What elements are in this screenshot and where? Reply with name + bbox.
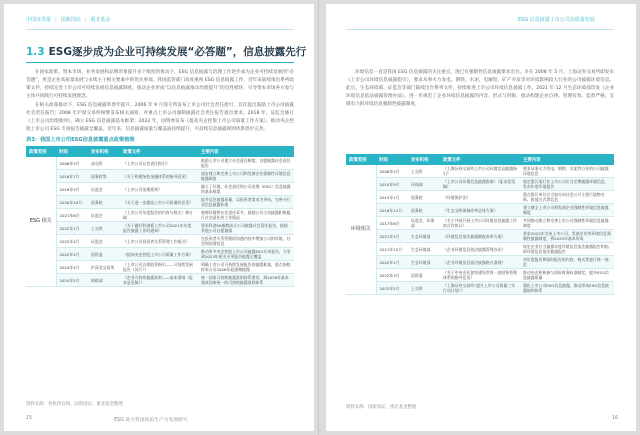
table-row: [26, 274, 294, 287]
content-cell: 重点排污单位应当如实向社会公开主要污染物名称、排放方式等信息: [520, 191, 614, 204]
date-cell: 2024年4月: [56, 261, 88, 274]
content-cell: 要求从事火力发电、钢铁、水泥等行业的公司披露环境信息: [520, 165, 614, 178]
paragraph: 在相关政策推动下，ESG 信息披露率逐年提升。2006 年 9 月深交所发布上市公司社会责任指引，首次提出鼓励上市公司披露社会责任报告；2008 年沪深交易所相继发布相关通知，对重点上市公司强制披露社会责任报告提出要求。2018 年，证监会修订《上市公司治理准则》，确立 ESG 信息披露基本框架；2022 年，国资委发布《提高央企控股上市公司质量工作方案》，推动央企控股上市公司 ESG 专项报告披露全覆盖。近年来，信息披露质量与覆盖面持续提升，可持续信息披露规则体系逐步完善。: [26, 103, 294, 131]
date-cell: 2021年12月: [376, 243, 408, 256]
content-cell: 逐步建立和完善上市公司和发债企业强制性环境信息披露制度: [198, 170, 294, 183]
document-cell: 《生态文明体制改革总体方案》: [440, 204, 520, 217]
policy-table-environment: [346, 154, 614, 295]
date-cell: 2018年9月: [56, 183, 88, 196]
date-cell: 2008年5月: [376, 165, 408, 178]
issuer-cell: 国务院: [88, 196, 120, 209]
col-header: 主要内容: [520, 154, 614, 165]
document-cell: 《上海证券交易所上市公司环境信息披露指引》: [440, 165, 520, 178]
content-cell: 在投资者关系管理的沟通内容中增加公司的环境、社会和治理信息: [198, 235, 294, 248]
table-row: [346, 243, 614, 256]
date-cell: 2016年7月: [56, 170, 88, 183]
header-org-3: 重北基金: [90, 17, 111, 23]
table-row: [26, 209, 294, 222]
paragraph: 环境信息一直是我国 ESG 信息披露的关注重点，现已有强制性信息披露要求出台。早在 2008 年 5 月，上海证券交易所即发布《上市公司环境信息披露指引》，要求从事火力发电、钢铁、水泥、电解铝、矿产开发等对环境影响较大行业的公司披露环境信息。此后，生态环境部、证监会等部门陆续出台系列文件，持续推进上市公司环境信息披露工作。2021 年 12 月生态环境部印发《企业环境信息依法披露管理办法》，进一步规范了企业环境信息披露的内容、形式与时限，推动构建企业自律、管理有效、监督严格、支撑有力的环境信息强制性披露制度。: [346, 70, 614, 107]
date-cell: 2022年5月: [56, 248, 88, 261]
document-cell: 《提高央企控股上市公司质量工作方案》: [120, 248, 198, 261]
col-header: 主要内容: [198, 146, 294, 157]
table-row: [26, 170, 294, 183]
date-cell: 2022年5月: [376, 282, 408, 295]
header-divider: [26, 29, 294, 30]
issuer-cell: 深交所: [88, 157, 120, 170]
issuer-cell: 财政部: [88, 274, 120, 287]
issuer-cell: 国资委: [408, 269, 440, 282]
table-row: [346, 191, 614, 204]
date-cell: 2024年5月: [56, 274, 88, 287]
content-cell: 规定重污染行业上市公司应当定期披露环境信息，发布年度环境报告: [520, 178, 614, 191]
content-cell: 明确上市公司可持续发展报告的披露框架，重点指数样本公司2026年起强制披露: [198, 261, 294, 274]
content-cell: 强化上市公司ESG信息披露，推动形成ESG信息披露规则体系: [520, 282, 614, 295]
content-cell: 推动央企积极参与国际财务标准制定，提升ESG信息披露质量: [520, 269, 614, 282]
document-cell: 《上市公司环境信息披露指南》（征求意见稿）: [440, 178, 520, 191]
document-cell: 《关于共同开展上市公司环境信息披露工作的合作协议》: [440, 217, 520, 230]
col-header: 时间: [376, 154, 408, 165]
issuer-cell: 证监会、环保部: [408, 217, 440, 230]
table-row: [346, 178, 614, 191]
footer-title: ESG 助力我国新质生产力发展研究: [114, 418, 188, 423]
document-cell: 《上市公司治理准则》: [120, 183, 198, 196]
document-cell: 《上海证券交易所“提升上市公司质量三年行动计划”》: [440, 282, 520, 295]
policy-table-esg: [26, 146, 294, 287]
issuer-cell: 环保部: [408, 178, 440, 191]
page-number: 15: [26, 416, 33, 421]
col-header: 政策类别: [26, 146, 56, 157]
table-row: [26, 157, 294, 170]
issuer-cell: 国务院: [408, 204, 440, 217]
col-header: 发布机构: [88, 146, 120, 157]
date-cell: 2022年1月: [56, 222, 88, 235]
page-number: 16: [612, 416, 619, 421]
content-cell: 确立了环境、社会责任和公司治理（ESG）信息披露的基本框架: [198, 183, 294, 196]
table-header-row: [26, 146, 294, 157]
col-header: 时间: [56, 146, 88, 157]
issuer-cell: 上交所: [88, 222, 120, 235]
date-cell: 2010年9月: [376, 178, 408, 191]
issuer-cell: 国资委: [88, 248, 120, 261]
content-cell: 推动更多央企控股上市公司披露ESG专项报告，力争到2023年相关专项报告披露全覆盖: [198, 248, 294, 261]
content-cell: 建立健全上市公司和发债企业强制性环境信息披露制度: [520, 204, 614, 217]
issuer-cell: 生态环境部: [408, 256, 440, 269]
date-cell: 2017年6月: [376, 217, 408, 230]
date-cell: 2016年12月: [376, 204, 408, 217]
document-cell: 《上市公司年度报告的内容与格式》修订稿: [120, 209, 198, 222]
content-cell: 共同推动建立和完善上市公司强制性环境信息披露制度: [520, 217, 614, 230]
source-note: 资料来源：国新国证、重北基金整理: [346, 405, 417, 410]
issuer-cell: 证监会: [88, 235, 120, 248]
table-row: [26, 196, 294, 209]
col-header: 政策类别: [346, 154, 376, 165]
document-cell: 《企业环境信息依法披露格式准则》: [440, 256, 520, 269]
issuer-cell: 生态环境部: [408, 243, 440, 256]
table-row: [346, 269, 614, 282]
header-org-1: 中国证券报: [26, 17, 52, 23]
right-page: [326, 4, 636, 431]
col-header: 发布机构: [408, 154, 440, 165]
content-cell: 新增环境和社会责任章节，鼓励公司主动披露积极履行社会责任的工作情况: [198, 209, 294, 222]
table-row: [26, 261, 294, 274]
issuer-cell: 国务院: [408, 191, 440, 204]
content-cell: 鼓励上市公司建立社会责任制度，自愿披露社会责任报告: [198, 157, 294, 170]
content-cell: 对年度报告和临时报告的内容、格式等进行统一规范: [520, 256, 614, 269]
document-cell: 《关于进一步提高上市公司质量的意见》: [120, 196, 198, 209]
date-cell: 2022年3月: [376, 269, 408, 282]
title-rule: [26, 62, 294, 63]
table-row: [346, 204, 614, 217]
issuer-cell: 证监会: [88, 183, 120, 196]
table-row: [346, 165, 614, 178]
spine-fold: [318, 0, 319, 435]
content-cell: 提升信息披露质量，以投资者需求为导向，完善分行业信息披露标准: [198, 196, 294, 209]
section-title: [26, 44, 306, 59]
document-cell: 《上市公司社会责任指引》: [120, 157, 198, 170]
source-note: 资料来源：各机构官网、国新国证、重北基金整理: [26, 402, 123, 407]
date-cell: 2022年1月: [376, 256, 408, 269]
issuer-cell: 上交所: [408, 282, 440, 295]
document-cell: 《环境保护法》: [440, 191, 520, 204]
policy-category-cell: 环境相关: [346, 165, 376, 295]
policy-category-cell: ESG 相关: [26, 157, 56, 287]
date-cell: 2020年10月: [56, 196, 88, 209]
col-header: 政策文件: [440, 154, 520, 165]
paragraph: 在国家政策、资本市场、业务发展和品牌形象提升多个维度的推动下，ESG 信息披露与治理工作逐步成为企业可持续发展的“必答题”，更是企业高质量发展与永续主干相关要素中的优先事项。我国监管部门高度重视 ESG 信息披露工作，近年来陆续推出系列政策文件，持续完善上市公司可持续发展信息披露制度，推动企业形成“以信息披露推动治理提升”的良性循环，引导资本市场各方参与主体共同践行可持续发展理念。: [26, 70, 294, 99]
header-doc-title: ESG 信息披露上市公司高质量发展: [518, 17, 595, 23]
issuer-cell: 上交所: [408, 165, 440, 178]
date-cell: 2022年4月: [56, 235, 88, 248]
document-cell: 《关于构建绿色金融体系的指导意见》: [120, 170, 198, 183]
date-cell: 2021年5月: [376, 230, 408, 243]
header-divider: [346, 29, 614, 30]
content-cell: 统一国家可持续披露准则体系建设，到2030年基本建成国家统一的可持续披露准则体系: [198, 274, 294, 287]
document-cell: 《企业环境信息依法披露管理办法》: [440, 243, 520, 256]
col-header: 政策文件: [120, 146, 198, 157]
document-cell: 《企业可持续披露准则——基本准则（征求意见稿）》: [120, 274, 198, 287]
content-cell: 规定企业应当披露年度环境信息依法披露报告和临时环境信息依法披露报告: [520, 243, 614, 256]
date-cell: 2015年1月: [376, 191, 408, 204]
content-cell: 要求科创50指数成分公司披露社会责任报告，鼓励其他公司自愿披露: [198, 222, 294, 235]
document-cell: 《上市公司投资者关系管理工作指引》: [120, 235, 198, 248]
header-orgs: 中国证券报 | 国新国证 | 重北基金: [26, 17, 111, 23]
table-row: [346, 282, 614, 295]
issuer-cell: 沪深北交易所: [88, 261, 120, 274]
header-org-2: 国新国证: [60, 17, 81, 23]
table-row: [26, 183, 294, 196]
date-cell: 2006年9月: [56, 157, 88, 170]
table-row: [346, 217, 614, 230]
table-row: [26, 248, 294, 261]
table-row: [346, 256, 614, 269]
section-heading: ESG逐步成为企业可持续发展“必答题”，信息披露先行: [48, 46, 307, 58]
table-title: 表3：我国上市公司ESG信息披露重点政策梳理: [26, 137, 135, 143]
left-page: [4, 4, 314, 431]
table-row: [26, 235, 294, 248]
document-cell: 《上市公司自律监管指引——可持续发展报告（试行）》: [120, 261, 198, 274]
issuer-cell: 国务院等: [88, 170, 120, 183]
content-cell: 要求2022年完成上市公司、发债企业等环境信息强制性披露制度，到2025年基本形成: [520, 230, 614, 243]
issuer-cell: 生态环境部: [408, 230, 440, 243]
left-body-text: [26, 69, 294, 131]
right-body-text: [346, 69, 614, 125]
document-cell: 《环境信息依法披露制度改革方案》: [440, 230, 520, 243]
table-row: [26, 222, 294, 235]
section-number: 1.3: [26, 46, 45, 58]
date-cell: 2021年6月: [56, 209, 88, 222]
document-cell: 《关于中央企业加快建设世界一流财务管理体系的指导意见》: [440, 269, 520, 282]
document-cell: 《关于做好科创板上市公司2021年年度报告披露工作的通知》: [120, 222, 198, 235]
issuer-cell: 证监会: [88, 209, 120, 222]
table-row: [346, 230, 614, 243]
table-header-row: [346, 154, 614, 165]
